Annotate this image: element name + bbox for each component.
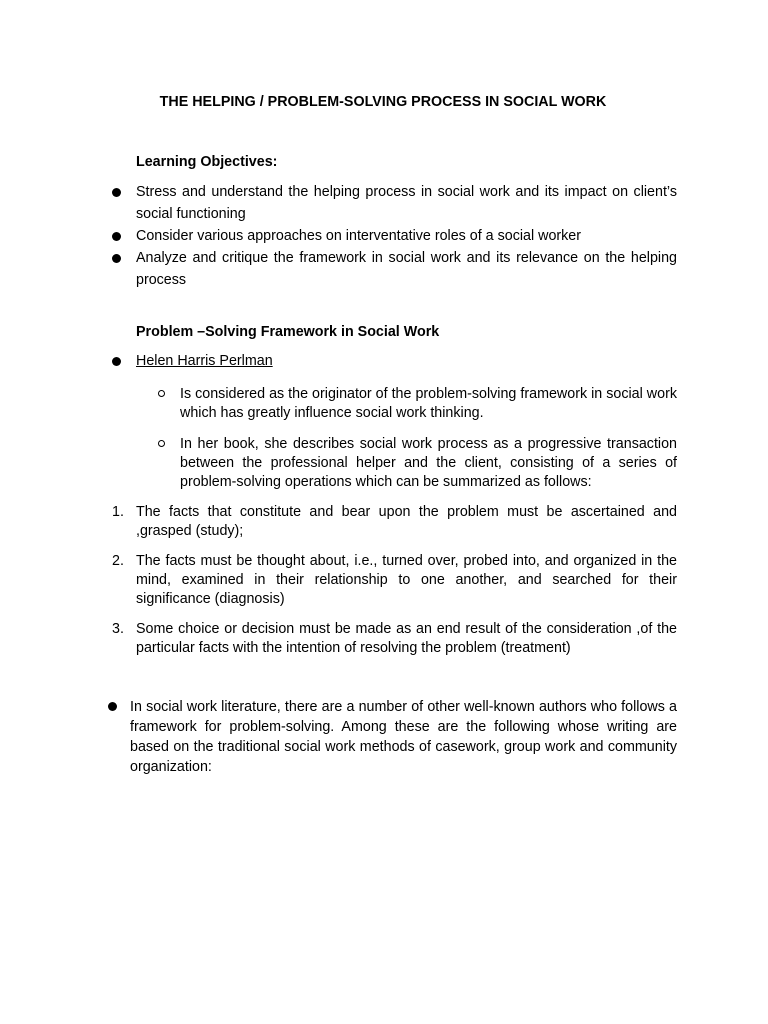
bullet-icon <box>108 702 117 711</box>
author-name: Helen Harris Perlman <box>136 353 273 369</box>
bullet-icon <box>112 232 121 241</box>
list-item: In her book, she describes social work process as a progressive transaction between the professional helper and the client, consisting of a series of problem-solving operations which can be summarized as follows: <box>0 435 768 492</box>
list-number: 3. <box>112 621 124 637</box>
bullet-icon <box>112 188 121 197</box>
list-number: 1. <box>112 504 124 520</box>
learning-objectives-list <box>0 181 768 291</box>
list-item: 3. Some choice or decision must be made as an end result of the consideration ,of the particular facts with the intention of resolving the problem (treatment) <box>112 621 677 656</box>
list-item: Is considered as the originator of the problem-solving framework in social work which has greatly influence social work thinking. <box>0 385 768 423</box>
author-list <box>0 350 768 372</box>
list-item: In social work literature, there are a number of other well-known authors who follows a framework for problem-solving. Among these are the following whose writing are based on the traditional social work methods of casework, group work and community organization: <box>0 697 768 777</box>
list-item: 2. The facts must be thought about, i.e., turned over, probed into, and organized in the mind, examined in their relationship to one another, and searched for their significance (diagnosis) <box>112 553 677 607</box>
document-title-text: THE HELPING / PROBLEM-SOLVING PROCESS IN SOCIAL WORK <box>159 94 607 110</box>
process-steps-list <box>0 503 768 669</box>
list-item: 1. The facts that constitute and bear upon the problem must be ascertained and ,grasped (study); <box>112 504 677 539</box>
learning-objectives-heading: Learning Objectives: <box>136 154 278 170</box>
sub-bullet-icon <box>158 390 165 397</box>
sub-bullet-icon <box>158 440 165 447</box>
literature-note <box>0 697 768 777</box>
bullet-icon <box>112 357 121 366</box>
bullet-icon <box>112 254 121 263</box>
author-details-list <box>0 385 768 504</box>
list-number: 2. <box>112 553 124 569</box>
document-title <box>0 92 768 112</box>
literature-list <box>0 697 768 777</box>
list-item: Consider various approaches on interventative roles of a social worker <box>0 225 768 247</box>
framework-heading: Problem –Solving Framework in Social Work <box>136 324 440 340</box>
list-item <box>0 350 768 372</box>
list-item: Analyze and critique the framework in social work and its relevance on the helping process <box>0 247 768 291</box>
list-item: Stress and understand the helping process in social work and its impact on client’s social functioning <box>0 181 768 225</box>
